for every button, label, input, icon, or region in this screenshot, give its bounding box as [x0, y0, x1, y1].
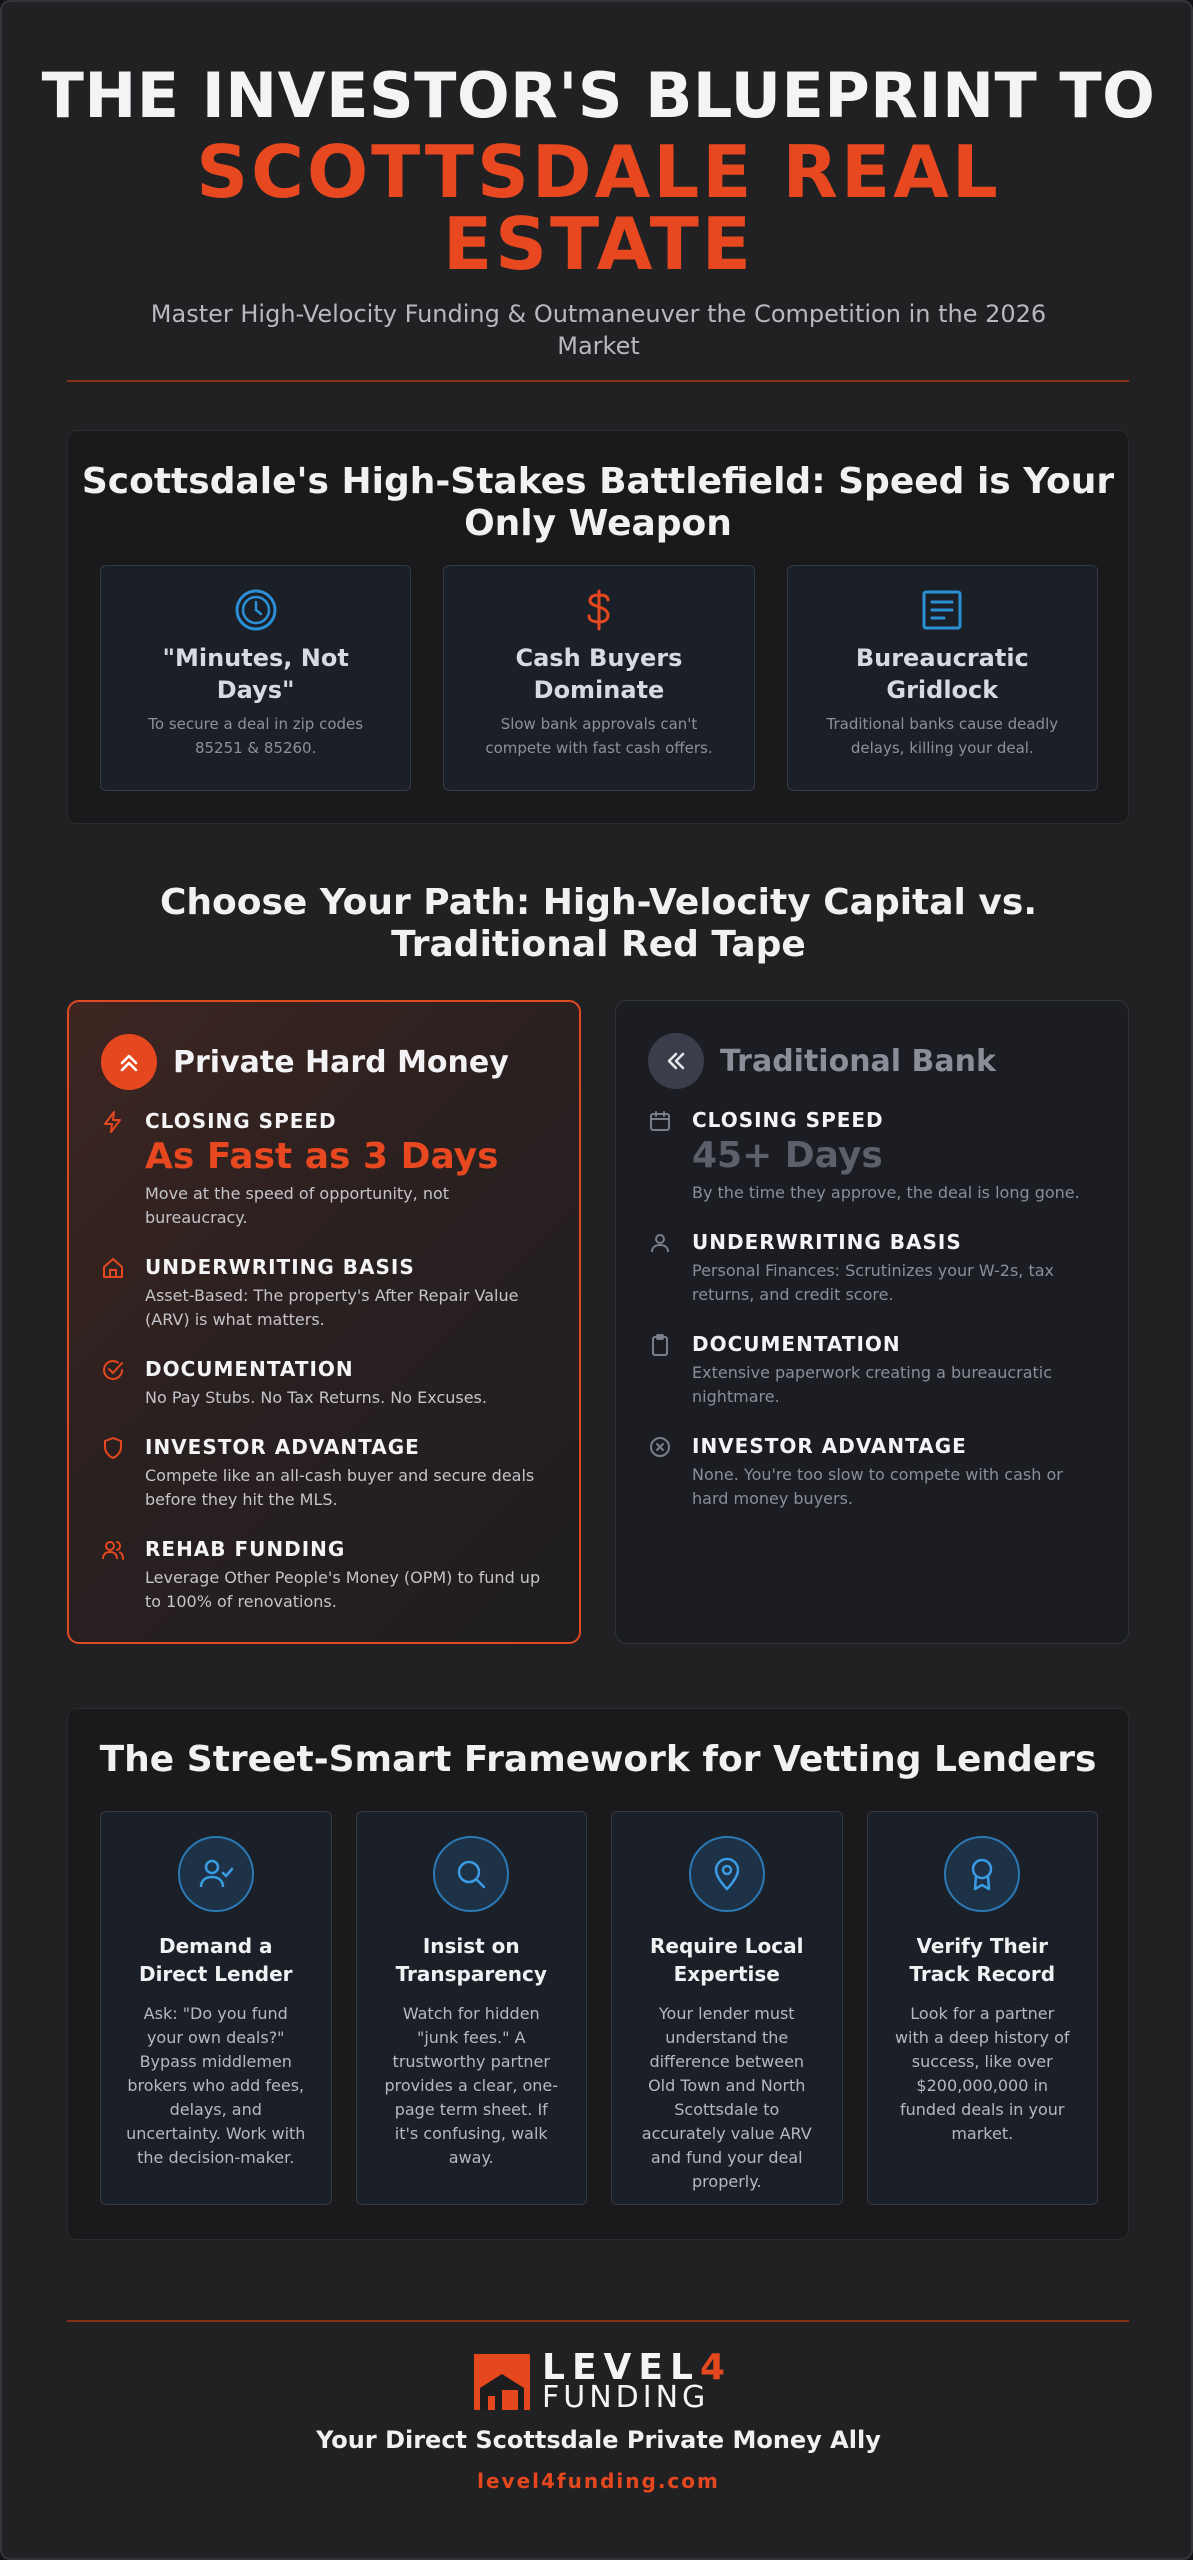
hard-money-row [101, 1356, 547, 1410]
calendar-icon [648, 1107, 676, 1137]
hard-money-row [101, 1108, 547, 1230]
battlefield-card [787, 565, 1098, 791]
row-text: Leverage Other People's Money (OPM) to fund up to 100% of renovations. [145, 1568, 541, 1611]
hard-money-name: Private Hard Money [173, 1044, 509, 1080]
clipboard-icon [648, 1331, 676, 1361]
row-text: Move at the speed of opportunity, not bureaucracy. [145, 1184, 450, 1227]
framework-card-title: Verify Their Track Record [909, 1934, 1056, 1986]
bank-card [615, 1000, 1129, 1644]
hard-money-card [67, 1000, 581, 1644]
closing-speed-value: As Fast as 3 Days [145, 1136, 499, 1177]
search-icon [433, 1836, 509, 1912]
logo-house-mark [474, 2354, 530, 2410]
check-circle-icon [101, 1356, 129, 1386]
framework-card-title: Demand a Direct Lender [138, 1934, 293, 1986]
logo-number: 4 [699, 2347, 732, 2388]
battlefield-card-title: "Minutes, Not Days" [162, 644, 349, 704]
row-label: UNDERWRITING BASIS [692, 1230, 962, 1254]
row-text: By the time they approve, the deal is long gone. [692, 1183, 1080, 1202]
battlefield-card-desc: Traditional banks cause deadly delays, killing your deal. [826, 715, 1059, 757]
framework-card-desc: Look for a partner with a deep history of success, like over $200,000,000 in funded deals in your market. [894, 2004, 1070, 2143]
chevrons-left-icon [648, 1033, 704, 1089]
bank-row [648, 1229, 1096, 1307]
row-text: Compete like an all-cash buyer and secure deals before they hit the MLS. [145, 1466, 535, 1509]
battlefield-section [67, 430, 1129, 824]
framework-card-desc: Your lender must understand the difference between Old Town and North Scottsdale to accurately value ARV and fund your deal properly. [641, 2004, 812, 2191]
framework-section [67, 1708, 1129, 2240]
battlefield-card [443, 565, 754, 791]
users-icon [101, 1536, 129, 1566]
row-text: Personal Finances: Scrutinizes your W-2s, tax returns, and credit score. [692, 1261, 1055, 1304]
row-label: INVESTOR ADVANTAGE [145, 1435, 420, 1459]
row-label: CLOSING SPEED [692, 1108, 884, 1132]
user-check-icon [178, 1836, 254, 1912]
shield-icon [101, 1434, 129, 1464]
battlefield-card-desc: Slow bank approvals can't compete with fast cash offers. [485, 715, 713, 757]
hero-title-line1: THE INVESTOR'S BLUEPRINT TO [41, 59, 1156, 132]
framework-grid [100, 1811, 1098, 2205]
x-circle-icon [648, 1433, 676, 1463]
bank-header [648, 1033, 1096, 1089]
document-icon [788, 588, 1097, 632]
paths-title: Choose Your Path: High-Velocity Capital vs. Traditional Red Tape [159, 882, 1037, 965]
level4-logo [474, 2347, 734, 2415]
hard-money-row [101, 1434, 547, 1512]
clock-icon [101, 588, 410, 632]
battlefield-card-title: Cash Buyers Dominate [515, 644, 683, 704]
hard-money-row [101, 1536, 547, 1614]
bank-row [648, 1107, 1096, 1205]
hard-money-header [101, 1034, 547, 1090]
framework-card-desc: Watch for hidden "junk fees." A trustworthy partner provides a clear, one-page term sheet. If it's confusing, walk away. [384, 2004, 559, 2167]
framework-title: The Street-Smart Framework for Vetting Lenders [99, 1739, 1097, 1780]
row-text: None. You're too slow to compete with cash or hard money buyers. [692, 1465, 1063, 1508]
logo-word: LEVEL [542, 2347, 700, 2388]
row-text: Asset-Based: The property's After Repair Value (ARV) is what matters. [145, 1286, 519, 1329]
battlefield-card [100, 565, 411, 791]
framework-card [611, 1811, 843, 2205]
battlefield-title: Scottsdale's High-Stakes Battlefield: Speed is Your Only Weapon [81, 461, 1115, 544]
row-label: UNDERWRITING BASIS [145, 1255, 415, 1279]
framework-card-title: Require Local Expertise [650, 1934, 804, 1986]
battlefield-grid [100, 565, 1098, 791]
closing-speed-value: 45+ Days [692, 1135, 883, 1176]
hero-title-line2: SCOTTSDALE REAL ESTATE [196, 130, 1001, 286]
framework-card [867, 1811, 1099, 2205]
bank-row [648, 1433, 1096, 1511]
hero-subtitle: Master High-Velocity Funding & Outmaneuver the Competition in the 2026 Market [150, 300, 1047, 360]
user-icon [648, 1229, 676, 1259]
home-icon [101, 1254, 129, 1284]
lightning-icon [101, 1108, 129, 1138]
hard-money-row [101, 1254, 547, 1332]
row-text: No Pay Stubs. No Tax Returns. No Excuses. [145, 1388, 487, 1407]
award-icon [944, 1836, 1020, 1912]
footer-url-link[interactable]: level4funding.com [477, 2469, 720, 2493]
framework-card-title: Insist on Transparency [395, 1934, 547, 1986]
battlefield-card-desc: To secure a deal in zip codes 85251 & 85260. [148, 715, 364, 757]
row-label: DOCUMENTATION [692, 1332, 901, 1356]
bank-row [648, 1331, 1096, 1409]
bank-name: Traditional Bank [720, 1043, 996, 1079]
framework-card-desc: Ask: "Do you fund your own deals?" Bypass middlemen brokers who add fees, delays, and uncertainty. Work with the decision-maker. [126, 2004, 306, 2167]
logo-subword: FUNDING [542, 2380, 710, 2415]
row-label: DOCUMENTATION [145, 1357, 354, 1381]
dollar-icon [444, 588, 753, 632]
divider [67, 2320, 1129, 2322]
battlefield-card-title: Bureaucratic Gridlock [855, 644, 1029, 704]
row-label: CLOSING SPEED [145, 1109, 337, 1133]
row-text: Extensive paperwork creating a bureaucratic nightmare. [692, 1363, 1053, 1406]
chevrons-up-icon [101, 1034, 157, 1090]
row-label: REHAB FUNDING [145, 1537, 346, 1561]
framework-card [356, 1811, 588, 2205]
divider [67, 380, 1129, 382]
footer-tagline: Your Direct Scottsdale Private Money Ally [316, 2426, 881, 2454]
framework-card [100, 1811, 332, 2205]
map-pin-icon [689, 1836, 765, 1912]
row-label: INVESTOR ADVANTAGE [692, 1434, 967, 1458]
hero [2, 59, 1193, 362]
